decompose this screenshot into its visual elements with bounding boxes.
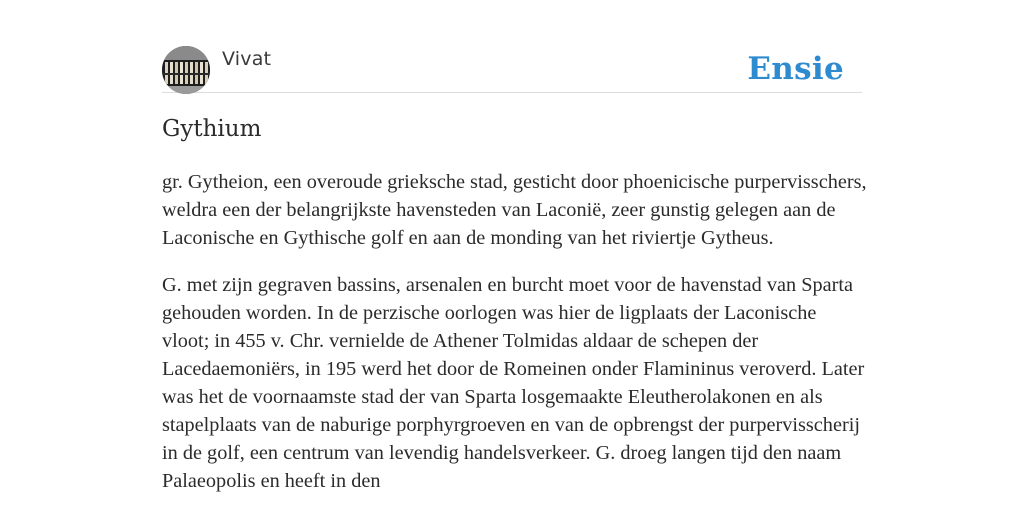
bookshelf-avatar-icon <box>162 46 210 94</box>
article-paragraph: gr. Gytheion, een overoude grieksche stad, gesticht door phoenicische purpervisschers, weldra een der belangrijkste havensteden van Laconië, zeer gunstig gelegen aan de Laconische en Gythische golf en aan de monding van het riviertje Gytheus. <box>162 171 867 249</box>
article-header <box>162 46 862 93</box>
article-paragraph: G. met zijn gegraven bassins, arsenalen en burcht moet voor de havenstad van Sparta gehouden worden. In de perzische oorlogen was hier de ligplaats der Laconische vloot; in 455 v. Chr. vernielde de Athener Tolmidas aldaar de schepen der Lacedaemoniërs, in 195 werd het door de Romeinen onder Flamininus veroverd. Later was het de voornaamste stad der van Sparta losgemaakte Eleutherolakonen en als stapelplaats van de naburige porphyrgroeven en van de opbrengst der purpervisscherij in de golf, een centrum van levendig handelsverkeer. G. droeg langen tijd den naam Palaeopolis en heeft in den <box>162 274 865 492</box>
author-name[interactable]: Vivat <box>222 48 272 70</box>
article-page <box>162 0 867 512</box>
author-avatar[interactable] <box>162 46 210 94</box>
page-title: Gythium <box>162 116 262 142</box>
site-logo[interactable]: Ensie <box>747 51 844 87</box>
article-body <box>162 168 868 514</box>
